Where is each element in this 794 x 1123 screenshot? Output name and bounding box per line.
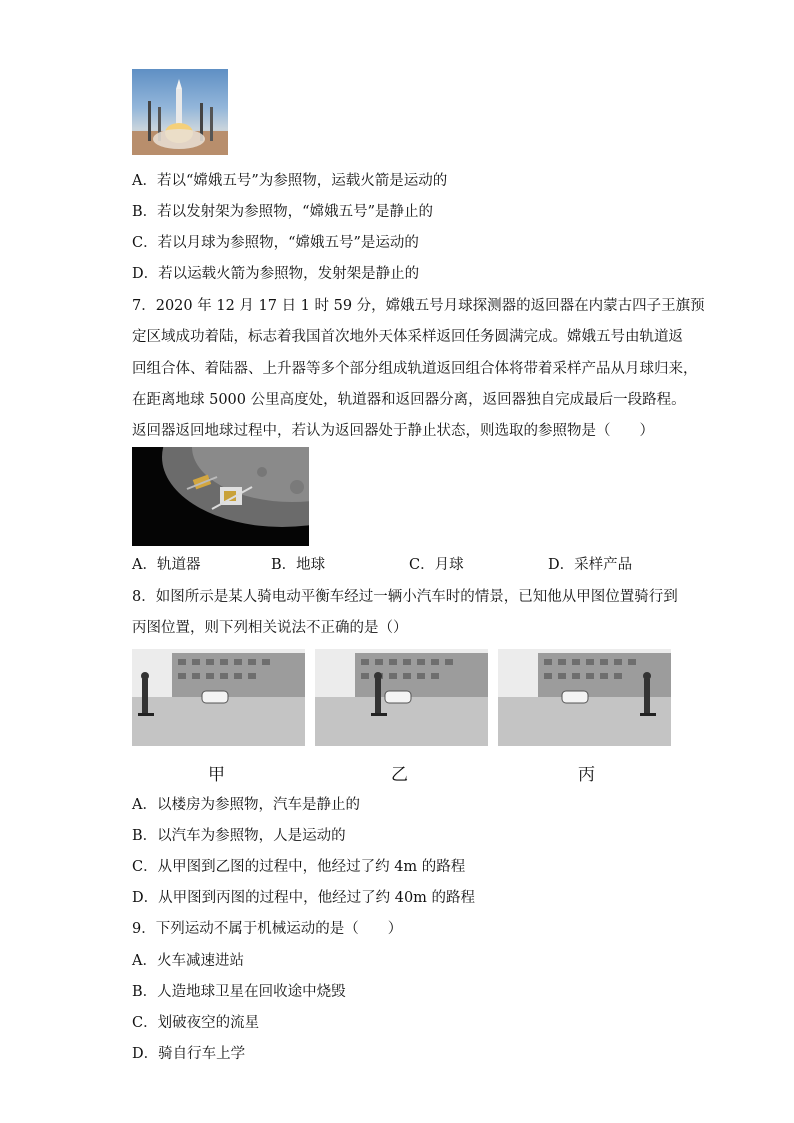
q8-option-c: C．从甲图到乙图的过程中，他经过了约 4m 的路程 (132, 859, 466, 875)
q7-option-b: B．地球 (271, 557, 326, 573)
q6-option-d: D．若以运载火箭为参照物，发射架是静止的 (132, 266, 420, 282)
caption-bing: 丙 (578, 765, 595, 785)
q6-option-a: A．若以“嫦娥五号”为参照物，运载火箭是运动的 (132, 173, 448, 189)
q9-option-c: C．划破夜空的流星 (132, 1015, 260, 1031)
scene-photo-yi (315, 649, 488, 746)
q7-line-4: 在距离地球 5000 公里高度处，轨道器和返回器分离，返回器独自完成最后一段路程。 (132, 392, 686, 408)
q7-line-1: 7．2020 年 12 月 17 日 1 时 59 分，嫦娥五号月球探测器的返回器在内蒙古四子王旗预 (132, 298, 705, 314)
q9-option-b: B．人造地球卫星在回收途中烧毁 (132, 984, 346, 1000)
q9-option-d: D．骑自行车上学 (132, 1046, 246, 1062)
q8-line-1: 8．如图所示是某人骑电动平衡车经过一辆小汽车时的情景，已知他从甲图位置骑行到 (132, 589, 678, 605)
q9-option-a: A．火车减速进站 (132, 953, 244, 969)
q8-option-b: B．以汽车为参照物，人是运动的 (132, 828, 346, 844)
rocket-launch-image (132, 69, 228, 155)
q7-option-a: A．轨道器 (132, 557, 201, 573)
q7-line-3: 回组合体、着陆器、上升器等多个部分组成轨道返回组合体将带着采样产品从月球归来， (132, 361, 698, 377)
caption-jia: 甲 (208, 765, 225, 785)
q6-option-b: B．若以发射架为参照物，“嫦娥五号”是静止的 (132, 204, 433, 220)
q8-option-a: A．以楼房为参照物，汽车是静止的 (132, 797, 360, 813)
q7-option-c: C．月球 (409, 557, 464, 573)
scene-photo-jia (132, 649, 305, 746)
lunar-probe-image (132, 447, 309, 546)
caption-yi: 乙 (391, 765, 408, 785)
q7-option-d: D．采样产品 (548, 557, 633, 573)
q9-stem: 9．下列运动不属于机械运动的是（ ） (132, 921, 403, 937)
q6-option-c: C．若以月球为参照物，“嫦娥五号”是运动的 (132, 235, 419, 251)
q7-line-5: 返回器返回地球过程中，若认为返回器处于静止状态，则选取的参照物是（ ） (132, 423, 654, 439)
q8-line-2: 丙图位置，则下列相关说法不正确的是（） (132, 620, 408, 636)
q7-line-2: 定区域成功着陆，标志着我国首次地外天体采样返回任务圆满完成。嫦娥五号由轨道返 (132, 329, 683, 345)
scene-photo-bing (498, 649, 671, 746)
q8-option-d: D．从甲图到丙图的过程中，他经过了约 40m 的路程 (132, 890, 476, 906)
